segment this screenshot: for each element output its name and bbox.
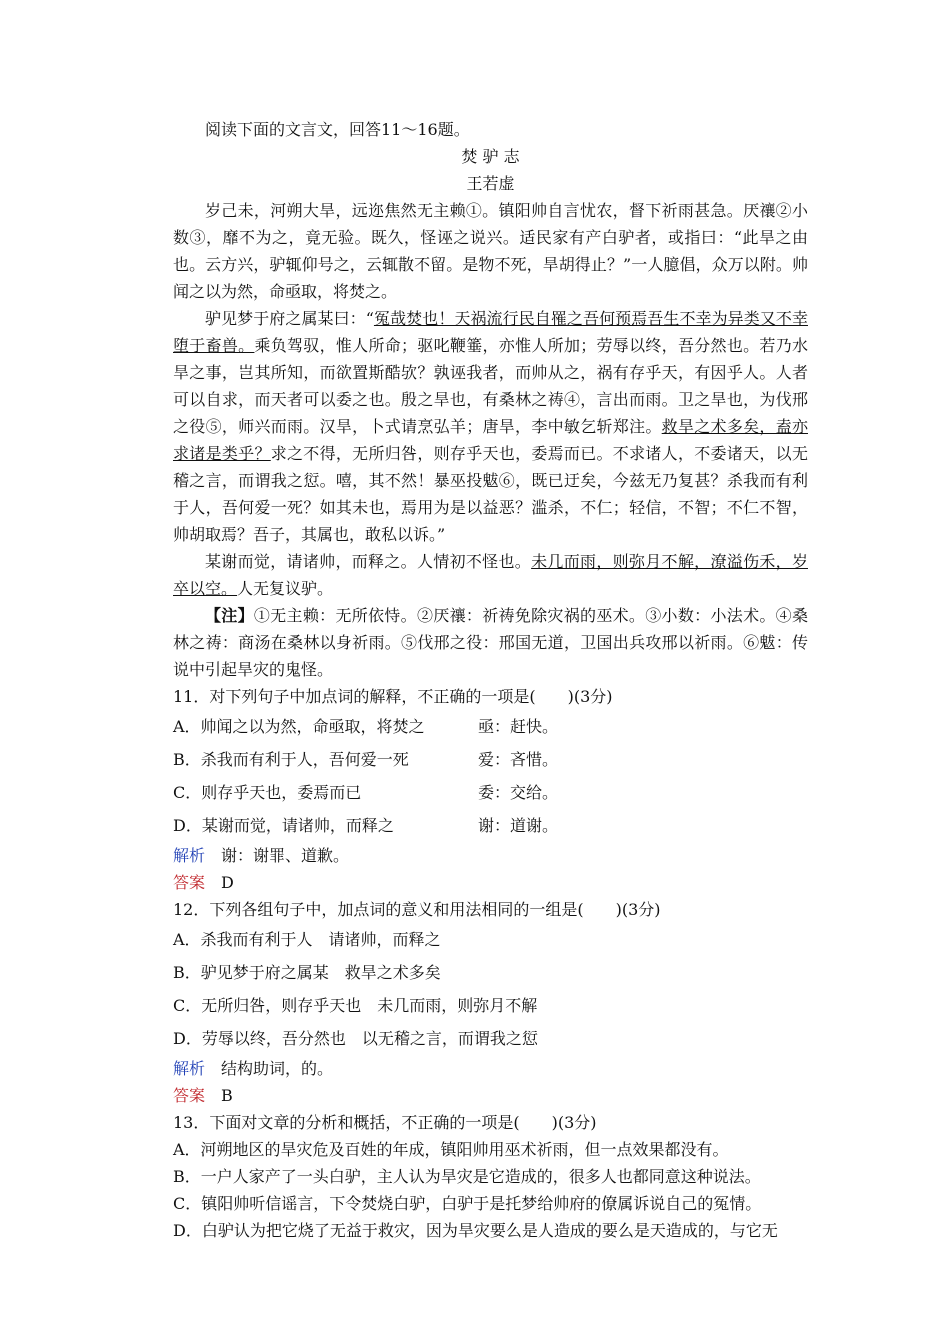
question-11-analysis bbox=[173, 842, 808, 869]
question-13-option-c: C．镇阳帅听信谣言，下令焚烧白驴，白驴于是托梦给帅府的僚属诉说自己的冤情。 bbox=[173, 1194, 762, 1213]
option-text: A．帅闻之以为然，命亟取，将焚之 bbox=[173, 717, 425, 736]
notes bbox=[173, 602, 808, 683]
essay-author: 王若虚 bbox=[466, 174, 515, 193]
question-11-option-a bbox=[173, 710, 808, 743]
option-text: C．则存乎天也，委焉而已 bbox=[173, 783, 362, 802]
question-13-option-d: D．白驴认为把它烧了无益于救灾，因为旱灾要么是人造成的要么是天造成的，与它无 bbox=[173, 1221, 778, 1240]
notes-heading: 【注】 bbox=[205, 606, 254, 625]
answer-text: B bbox=[221, 1086, 233, 1105]
underlined-sentence-1: 冤哉焚也！天祸流行民自罹之吾何预焉吾生不幸为异类又不幸堕于畜兽。 bbox=[173, 309, 808, 355]
question-11-stem: 11．对下列句子中加点词的解释，不正确的一项是( )(3分) bbox=[173, 687, 613, 706]
document-content bbox=[173, 116, 808, 1244]
essay-title: 焚 驴 志 bbox=[461, 147, 520, 166]
underlined-sentence-3: 未几而雨，则弥月不解，潦溢伤禾，岁卒以空。 bbox=[173, 552, 808, 598]
question-12-option-a: A．杀我而有利于人 请诸帅，而释之 bbox=[173, 930, 441, 949]
paragraph-1: 岁己未，河朔大旱，远迩焦然无主赖①。镇阳帅自言忧农，督下祈雨甚急。厌禳②小数③，靡不为之，竟无验。既久，怪诬之说兴。适民家有产白驴者，或指曰：“此旱之由也。云方兴，驴辄仰号之，云辄散不留。是物不死，旱胡得止？”一人臆倡，众万以附。帅闻之以为然，命亟取，将焚之。 bbox=[173, 201, 808, 301]
question-11-option-d bbox=[173, 809, 808, 842]
question-11-option-b bbox=[173, 743, 808, 776]
paragraph-2-end: 求之不得，无所归咎，则存乎天也，委焉而已。不求诸人，不委诸天，以无稽之言，而谓我之愆。嘻，其不然！暴巫投魃⑥，既已迂矣，今兹无乃复甚？杀我而有利于人，吾何爱一死？如其未也，焉用为是以益恶？滥杀，不仁；轻信，不智；不仁不智，帅胡取焉？吾子，其属也，敢私以诉。” bbox=[173, 444, 808, 544]
question-12-option-d: D．劳辱以终，吾分然也 以无稽之言，而谓我之愆 bbox=[173, 1029, 538, 1048]
question-13-option-b: B．一户人家产了一头白驴，主人认为旱灾是它造成的，很多人也都同意这种说法。 bbox=[173, 1167, 761, 1186]
paragraph-3-end: 人无复议驴。 bbox=[237, 579, 334, 598]
paragraph-2-middle: 乘负驾驭，惟人所命；驱叱鞭箠，亦惟人所加；劳辱以终，吾分然也。若乃水旱之事，岂其所知，而欲置斯酷欤？孰诬我者，而帅从之，祸有存乎天，有因乎人。人者可以自求，而天者可以委之也。殷之旱也，有桑林之祷④，言出而雨。卫之旱也，为伐邢之役⑤，师兴而雨。汉旱，卜式请烹弘羊；唐旱，李中敏乞斩郑注。 bbox=[173, 336, 808, 436]
question-12-answer bbox=[173, 1082, 808, 1109]
notes-body: ①无主赖：无所依恃。②厌禳：祈祷免除灾祸的巫术。③小数：小法术。④桑林之祷：商汤在桑林以身祈雨。⑤伐邢之役：邢国无道，卫国出兵攻邢以祈雨。⑥魃：传说中引起旱灾的鬼怪。 bbox=[173, 606, 808, 679]
analysis-label: 解析 bbox=[173, 846, 206, 865]
question-11-answer bbox=[173, 869, 808, 896]
option-text: D．某谢而觉，请诸帅，而释之 bbox=[173, 816, 394, 835]
option-gloss: 谢：道谢。 bbox=[478, 816, 559, 835]
question-13-stem: 13．下面对文章的分析和概括，不正确的一项是( )(3分) bbox=[173, 1113, 597, 1132]
question-12-analysis bbox=[173, 1055, 808, 1082]
paragraph-2 bbox=[173, 305, 808, 548]
option-gloss: 亟：赶快。 bbox=[478, 717, 559, 736]
option-text: B．杀我而有利于人，吾何爱一死 bbox=[173, 750, 409, 769]
question-12-option-b: B．驴见梦于府之属某 救旱之术多矣 bbox=[173, 963, 441, 982]
question-12-option-c: C．无所归咎，则存乎天也 未几而雨，则弥月不解 bbox=[173, 996, 538, 1015]
answer-label: 答案 bbox=[173, 1086, 206, 1105]
question-12-stem: 12．下列各组句子中，加点词的意义和用法相同的一组是( )(3分) bbox=[173, 900, 661, 919]
option-gloss: 爱：吝惜。 bbox=[478, 750, 559, 769]
analysis-label: 解析 bbox=[173, 1059, 206, 1078]
paragraph-2-start: 驴见梦于府之属某曰：“ bbox=[205, 309, 374, 328]
paragraph-3 bbox=[173, 548, 808, 602]
answer-label: 答案 bbox=[173, 873, 206, 892]
paragraph-3-start: 某谢而觉，请诸帅，而释之。人情初不怪也。 bbox=[205, 552, 532, 571]
underlined-sentence-2: 救旱之术多矣，盍亦求诸是类乎？ bbox=[173, 417, 808, 463]
answer-text: D bbox=[221, 873, 234, 892]
question-13-option-a: A．河朔地区的旱灾危及百姓的年成，镇阳帅用巫术祈雨，但一点效果都没有。 bbox=[173, 1140, 729, 1159]
question-11-option-c bbox=[173, 776, 808, 809]
analysis-text: 结构助词，的。 bbox=[221, 1059, 334, 1078]
option-gloss: 委：交给。 bbox=[478, 783, 559, 802]
intro-line: 阅读下面的文言文，回答11～16题。 bbox=[205, 120, 470, 139]
analysis-text: 谢：谢罪、道歉。 bbox=[221, 846, 350, 865]
